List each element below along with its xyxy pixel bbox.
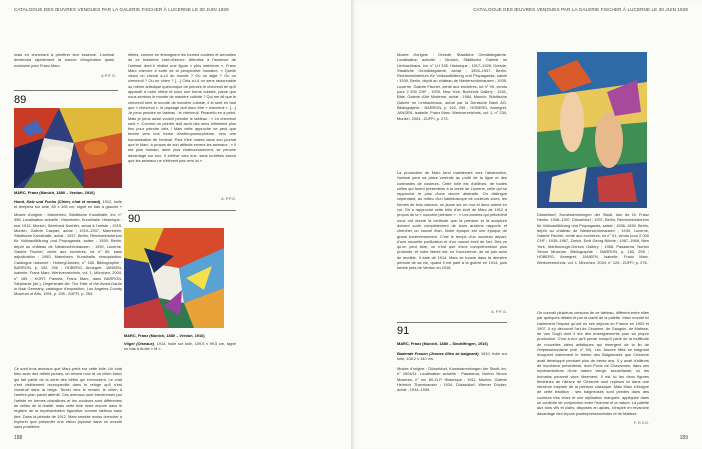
- lot90-essay-signature: A. P.P. G.: [491, 310, 507, 314]
- lot91-notes: Musée d'origine : Düsseldorf, Kunstsammlungen der Stadt, inv. n° 1604/11. Localisation actuelle : Pasadena, Norton Simon Museum, n° inv. 69.11.P. Historique : 1911, Munich, Galerie Heinrich Thannhauser ; 1934, Düsseldorf, Werner Dücker, achat ; 1934–1936.: [397, 366, 507, 393]
- lot91-number: 91: [397, 325, 410, 337]
- lot90-essay: La production de Marc tend maintenant vers l'abstraction, l'animal perd sa place centrale au profit de la ligne et des contrastes de couleurs. Cette toile est d'ailleurs, de toutes celles qui furent présentées à la vente de Lucerne, celle qui se rapproche le plus d'une œuvre abstraite. On distingue cependant, au milieu d'un kaléidoscope de couleurs vives, les formes de trois oiseaux, un jaune sur un mur et deux autres en vol. On a rapproché cette toile d'un écrit de Marc de 1912 à propos de la « nouvelle peinture » : « Les années qui précèdent nous ont donné la certitude que la peinture et la sculpture doivent sortir complètement de leurs anciens rapports et chercher un nouvel élan. Notre époque est une époque de grand bouleversement. C'est le temps d'un nouveau départ, d'une nouvelle purification et d'un nouvel éveil de l'art. Dès ce qu'on peut faire, ce n'est que d'une compréhension plus profonde, et notre liberté est, en l'occurrence, de ne pas avoir de modèle. Il date de 1914. Marc se trouve dans la dernière période de sa vie, quand il est parti à la guerre en 1914, puis tombé près de Verdun en 1916.: [397, 170, 507, 271]
- lot89-artwork-dog-cat-fox: [14, 108, 122, 188]
- lot91-rule: [397, 322, 507, 323]
- lot89-intro-signature: A.P.P. G.: [101, 74, 116, 78]
- running-head-right: CATALOGUE DES ŒUVRES VENDUES PAR LA GALERIE FISCHER À LUCERNE LE 30 JUIN 1939: [473, 7, 688, 12]
- lot90-caption-line: [124, 341, 236, 353]
- right-page: [351, 0, 702, 449]
- lot91-notes-continued: Düsseldorf, Kunstsammlungen der Stadt, don de Dr Franz Henke. 1936–1937, Düsseldorf ; 1937, Berlin, Reichsministerium für Volksaufklärung und Propaganda, saisie ; 1938–1939, Berlin, dépôt au château de Niederschönhausen ; 1939, Lucerne, Galerie Fischer, vente aux enchères, lot n° 91, vendu pour 2 000 CHF ; 1939–1967, Zurich, Emil Georg Bührle ; 1967–1968, New York, Marlborough-Gerson Gallery ; 1968, Pasadena, Norton Simon Museum. Bibliographie : BARRON, p. 163, 295 ; HOBERG, Annegret, JANSEN, Isabelle, Franz Marc. Werkverzeichnis, vol. 1, München, 2004, n° 126 ; ZUFFI, p. 276.: [537, 212, 649, 265]
- lot91-artwork-bathing-women: [537, 52, 647, 208]
- lot89-caption-details: , 1912, huile et tempera sur toile, 80 x 105 cm, signé en bas à gauche «: [14, 199, 122, 210]
- lot91-essay-signature: F. G.V.G.: [633, 421, 649, 425]
- lot90-caption-artist: MARC, Franz (Munich, 1880 – Verdun, 1916): [124, 333, 205, 338]
- lot89-number: 89: [14, 94, 27, 106]
- lot91-caption-details: , 1910, huile sur toile, 108,2 x 140 cm.: [397, 351, 507, 362]
- lot89-caption-artist: MARC, Franz (Munich, 1880 – Verdun, 1916): [14, 190, 95, 195]
- lot89-essay-col2: rifiées, comme en témoignent les formes coulées et arrondies de ce troisième chef-d'œuvre. Attentive à l'essence de l'animal, dont il réalise une figure « plus intérieure », Franz Marc cherche à sortir de la perspective humaine. « Quelle vision un cheval a-t-il du monde ? Ou un aigle ? Ou un chevreuil ? Ou un chien ? […] Cela a-t-il un sens raisonnable ou même artistique quelconque de peindre le chevreuil tel qu'il apparaît à notre rétine et sous une forme cubiste, parce que nous sentons le monde de manière cubiste ? Qui me dit que le chevreuil sent le monde de manière cubiste, il le sent en tant que « chevreuil », le paysage doit donc être « chevreuil ». […] Je peux peindre un tableau : le chevreuil. Pisanello en a peint. Mais je peux aussi vouloir peindre le tableau : « Le chevreuil sent ». Comme un peintre doit avoir des sens infiniment plus fins pour peindre cela ! Mais cette approche ne peut que tendre vers une forme d'anthropomorphisme, vers une humanisation de l'animal. Paul Klee notera dans son journal que le Marc, à propos de son attitude envers les animaux : « Il est plus humain, aime plus chaleureusement, se penche davantage sur eux. Il s'élève vers eux, sans toutefois savoir que les animaux ne s'élèvent pas vers lui ».: [128, 52, 236, 163]
- lot91-caption-title: Badende Frauen (Jeunes filles se baignant): [397, 351, 479, 356]
- folio-right: 189: [679, 435, 688, 441]
- lot90-caption-title: Vögel (Oiseaux): [124, 341, 154, 346]
- lot89-notes: Musée d'origine : Mannheim, Städtische Kunsthalle, inv. n° 498. Localisation actuelle : Mannheim, Kunsthalle. Historique : mai 1912, Munich, Bernhard Koehler, achat à l'artiste ; 1919, Munich, Galerie Caspari, achat ; 1919–1937, Mannheim, Städtische Kunsthalle, achat ; 1937, Berlin, Reichsministerium für Volksaufklärung und Propaganda, saisie ; 1939, Berlin, dépôt au château de Niederschönhausen ; 1939, Lucerne, Galerie Fischer, vente aux enchères, lot n° 89, sans adjudication ; 1940, Mannheim, Kunsthalle, réacquisition. Catalogue raisonné : Hoberg/Jansen, n° 185. Bibliographie : BARRON, p. 162, 295 ; HOBERG, Annegret, JANSEN, Isabelle, Franz Marc. Werkverzeichnis, vol. 1, München, 2004, n° 185 ; KORT, Pamela, Franz Marc, dans BARRON, Stephanie (dir.), Degenerate Art: The Fate of the Avant-Garde in Nazi Germany, catalogue d'exposition, Los Angeles County Museum of Arts, 1991, p. 295 ; ZUFFI, p. 254.: [14, 212, 122, 297]
- lot90-artwork-birds: [124, 228, 224, 328]
- running-head-left: CATALOGUE DES ŒUVRES VENDUES PAR LA GALERIE FISCHER À LUCERNE LE 30 JUIN 1939: [14, 7, 229, 12]
- lot91-caption: [397, 341, 507, 348]
- lot90-rule: [128, 210, 236, 211]
- lot89-rule: [14, 90, 118, 91]
- lot90-caption-details: , 1914, huile sur toile, 109,5 x 99,5 cm, signé en bas à droite « M ».: [124, 341, 236, 352]
- lot90-caption: [124, 333, 236, 340]
- lot89-essay-signature: A. P.P.G.: [221, 197, 236, 201]
- lot89-essay: Ce sont trois animaux que Marc peint sur cette toile. Un chat bleu avec des reflets jaunes, un renard roux et un chien blanc qui fait partie de la série des bêtes qui s'enroulent. Le chat s'est visiblement recroquevillé dans le refuge qu'il s'est construit dans la neige. Tendu vers le renard, le chien à l'arrière-plan paraît attentif. Ces animaux sont transformés par l'artiste en formes cristallines et les couleurs sont différentes de celles de la réalité, mais cette toile reste encore dans le registre de la représentation figurative comme tableau sans titre. Dans la période de 1912, Marc semble moins chercher à explorer que présenter une vision joyeuse dans un monde sans problème.: [14, 366, 122, 430]
- lot90-number: 90: [128, 213, 141, 225]
- lot89-intro-text: mais en cherchant à pénétrer leur essence. L'animal deviendra rapidement la source d'inspiration quasi exclusive pour Franz Marc.: [14, 52, 114, 68]
- lot91-caption-line: [397, 351, 507, 363]
- lot91-caption-artist: MARC, Franz (Munich, 1880 – Sindelfingen, 1916): [397, 341, 488, 346]
- lot91-essay: On connaît plusieurs versions de ce tableau, différent entre elles par quelques détails et par la clarté de la palette. Marc montre ici clairement l'impact qu'ont eu ses séjours en France en 1903 et 1907. Il s'y découvrit l'art de Cézanne, de Gauguin, de Matisse, de Van Gogh dont il tire des enseignements pour sa propre production. C'est à eux qu'il pense lorsqu'il parle de la multitude de nouvelles idées artistiques qui émergent de la fin de l'impressionnisme (voir n° 90). Les Jeunes filles se baignant évoquent clairement le thème des Baigneuses que Cézanne avait développé pendant plus de trente ans. Il y avait d'ailleurs de nombreux précédents, dont Puvis de Chavannes, dans ses représentations d'une nature vierge, accueillante, où les humains peuvent vivre librement. Il est ici les deux figures féminines de l'œuvre de Cézanne sont reprises ici dans une structure inspirée de la peinture classique. Mais Marc s'éloigne de cette tradition : ses baigneuses sont peintes dans des couleurs très vives et une stylisation marquée, appliquée dans un contexte de conjonction entre l'homme et la nature. La palette aux tons vifs et clairs, disposés en aplats, s'inspire en revanche davantage des leçons postimpressionnistes et de Matisse.: [537, 310, 649, 416]
- lot90-notes: Musée d'origine : Dresde, Staatliche Gemäldegalerie. Localisation actuelle : Munich, Städtische Galerie im Lenbachhaus, inv. n° LH 335. Historique : 1917–1928, Dresde, Staatliche Gemäldegalerie, achat ; 1928–1937, Berlin, Reichsministerium für Volksaufklärung und Propaganda, saisie ; 1939, Berlin, dépôt au château de Niederschönhausen ; 1939, Lucerne, Galerie Fischer, vente aux enchères, lot n° 90, vendu pour 2 500 CHF ; 1939, New York, Buchholz Gallery ; 1941, Bâle, Galerie d'Art Moderne, achat ; 1964, Munich, Städtische Galerie im Lenbachhaus, achat par la Deutsche Bank AG. Bibliographie : BARRON, p. 162, 296 ; HOBERG, Annegret, JANSEN, Isabelle, Franz Marc. Werkverzeichnis, vol. 1, n° 234, Munich, 2004 ; ZUFFI, p. 273.: [397, 52, 507, 121]
- lot89-caption-title: Hund, Katz und Fuchs (Chien, chat et renard): [14, 199, 101, 204]
- folio-left: 188: [14, 435, 23, 441]
- lot89-caption-line: [14, 199, 122, 211]
